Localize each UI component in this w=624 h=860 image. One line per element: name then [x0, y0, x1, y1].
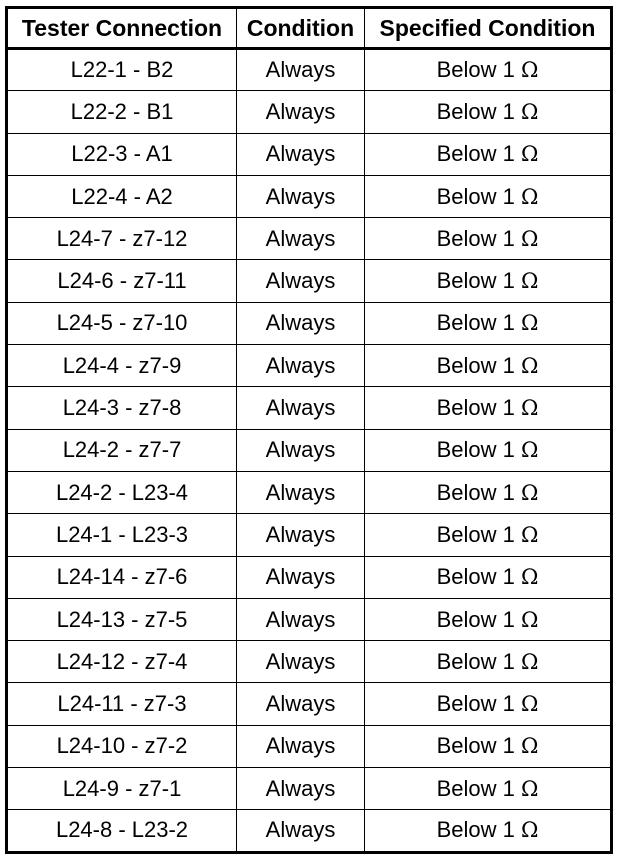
cell-condition: Always [237, 49, 365, 91]
cell-specified-condition [365, 91, 612, 133]
cell-specified-condition [365, 556, 612, 598]
cell-specified-condition [365, 49, 612, 91]
specified-value: Below 1 [436, 268, 515, 294]
cell-specified-condition [365, 302, 612, 344]
specified-value: Below 1 [436, 225, 515, 251]
specified-value: Below 1 [436, 479, 515, 505]
cell-specified-condition [365, 471, 612, 513]
ohm-unit: Ω [520, 480, 539, 505]
table-row [7, 175, 612, 217]
table-body [7, 49, 612, 853]
cell-tester-connection: L22-1 - B2 [7, 49, 237, 91]
header-condition: Condition [237, 8, 365, 49]
table-row [7, 641, 612, 683]
cell-condition: Always [237, 260, 365, 302]
cell-specified-condition [365, 387, 612, 429]
cell-specified-condition [365, 641, 612, 683]
table-header [7, 8, 612, 49]
cell-specified-condition [365, 218, 612, 260]
cell-specified-condition [365, 683, 612, 725]
cell-tester-connection: L24-10 - z7-2 [7, 725, 237, 767]
cell-condition: Always [237, 683, 365, 725]
cell-tester-connection: L24-11 - z7-3 [7, 683, 237, 725]
table-row [7, 91, 612, 133]
cell-specified-condition [365, 260, 612, 302]
specified-value: Below 1 [436, 564, 515, 590]
cell-condition: Always [237, 218, 365, 260]
table-row [7, 260, 612, 302]
cell-condition: Always [237, 725, 365, 767]
cell-specified-condition [365, 175, 612, 217]
ohm-unit: Ω [520, 226, 539, 251]
cell-tester-connection: L22-4 - A2 [7, 175, 237, 217]
ohm-unit: Ω [520, 99, 539, 124]
table-row [7, 429, 612, 471]
specified-value: Below 1 [436, 141, 515, 167]
ohm-unit: Ω [520, 776, 539, 801]
cell-condition: Always [237, 345, 365, 387]
specified-value: Below 1 [436, 437, 515, 463]
specified-value: Below 1 [436, 606, 515, 632]
cell-specified-condition [365, 429, 612, 471]
specified-value: Below 1 [436, 691, 515, 717]
cell-tester-connection: L24-2 - z7-7 [7, 429, 237, 471]
cell-condition: Always [237, 810, 365, 852]
cell-specified-condition [365, 345, 612, 387]
cell-tester-connection: L24-4 - z7-9 [7, 345, 237, 387]
continuity-check-table [5, 6, 613, 854]
cell-tester-connection: L24-13 - z7-5 [7, 598, 237, 640]
cell-tester-connection: L24-6 - z7-11 [7, 260, 237, 302]
ohm-unit: Ω [520, 396, 539, 421]
table-row [7, 133, 612, 175]
cell-specified-condition [365, 725, 612, 767]
ohm-unit: Ω [520, 311, 539, 336]
cell-condition: Always [237, 91, 365, 133]
specified-value: Below 1 [436, 521, 515, 547]
cell-tester-connection: L22-3 - A1 [7, 133, 237, 175]
specified-value: Below 1 [436, 310, 515, 336]
cell-specified-condition [365, 768, 612, 810]
header-specified-condition: Specified Condition [365, 8, 612, 49]
table-row [7, 302, 612, 344]
specified-value: Below 1 [436, 733, 515, 759]
cell-specified-condition [365, 810, 612, 852]
table-row [7, 514, 612, 556]
ohm-unit: Ω [520, 734, 539, 759]
ohm-unit: Ω [520, 649, 539, 674]
cell-tester-connection: L24-1 - L23-3 [7, 514, 237, 556]
cell-condition: Always [237, 768, 365, 810]
header-row [7, 8, 612, 49]
specified-value: Below 1 [436, 57, 515, 83]
ohm-unit: Ω [520, 353, 539, 378]
table-row [7, 471, 612, 513]
cell-tester-connection: L24-14 - z7-6 [7, 556, 237, 598]
ohm-unit: Ω [520, 522, 539, 547]
cell-tester-connection: L24-5 - z7-10 [7, 302, 237, 344]
cell-tester-connection: L24-7 - z7-12 [7, 218, 237, 260]
table-row [7, 725, 612, 767]
cell-specified-condition [365, 598, 612, 640]
cell-tester-connection: L24-9 - z7-1 [7, 768, 237, 810]
cell-condition: Always [237, 175, 365, 217]
specified-value: Below 1 [436, 352, 515, 378]
cell-condition: Always [237, 641, 365, 683]
ohm-unit: Ω [520, 565, 539, 590]
ohm-unit: Ω [520, 438, 539, 463]
ohm-unit: Ω [520, 818, 539, 843]
cell-condition: Always [237, 556, 365, 598]
cell-condition: Always [237, 471, 365, 513]
table-container [5, 6, 613, 854]
table-row [7, 556, 612, 598]
cell-tester-connection: L24-2 - L23-4 [7, 471, 237, 513]
specified-value: Below 1 [436, 183, 515, 209]
cell-specified-condition [365, 514, 612, 556]
table-row [7, 598, 612, 640]
ohm-unit: Ω [520, 269, 539, 294]
specified-value: Below 1 [436, 648, 515, 674]
cell-condition: Always [237, 133, 365, 175]
ohm-unit: Ω [520, 58, 539, 83]
cell-condition: Always [237, 598, 365, 640]
cell-condition: Always [237, 387, 365, 429]
table-row [7, 345, 612, 387]
cell-tester-connection: L24-3 - z7-8 [7, 387, 237, 429]
header-tester-connection: Tester Connection [7, 8, 237, 49]
table-row [7, 49, 612, 91]
table-row [7, 768, 612, 810]
cell-condition: Always [237, 429, 365, 471]
cell-condition: Always [237, 514, 365, 556]
table-row [7, 683, 612, 725]
ohm-unit: Ω [520, 692, 539, 717]
table-row [7, 218, 612, 260]
ohm-unit: Ω [520, 607, 539, 632]
ohm-unit: Ω [520, 142, 539, 167]
cell-tester-connection: L22-2 - B1 [7, 91, 237, 133]
ohm-unit: Ω [520, 184, 539, 209]
specified-value: Below 1 [436, 817, 515, 843]
cell-tester-connection: L24-12 - z7-4 [7, 641, 237, 683]
specified-value: Below 1 [436, 395, 515, 421]
cell-condition: Always [237, 302, 365, 344]
table-row [7, 387, 612, 429]
cell-specified-condition [365, 133, 612, 175]
specified-value: Below 1 [436, 775, 515, 801]
table-row [7, 810, 612, 852]
specified-value: Below 1 [436, 98, 515, 124]
cell-tester-connection: L24-8 - L23-2 [7, 810, 237, 852]
